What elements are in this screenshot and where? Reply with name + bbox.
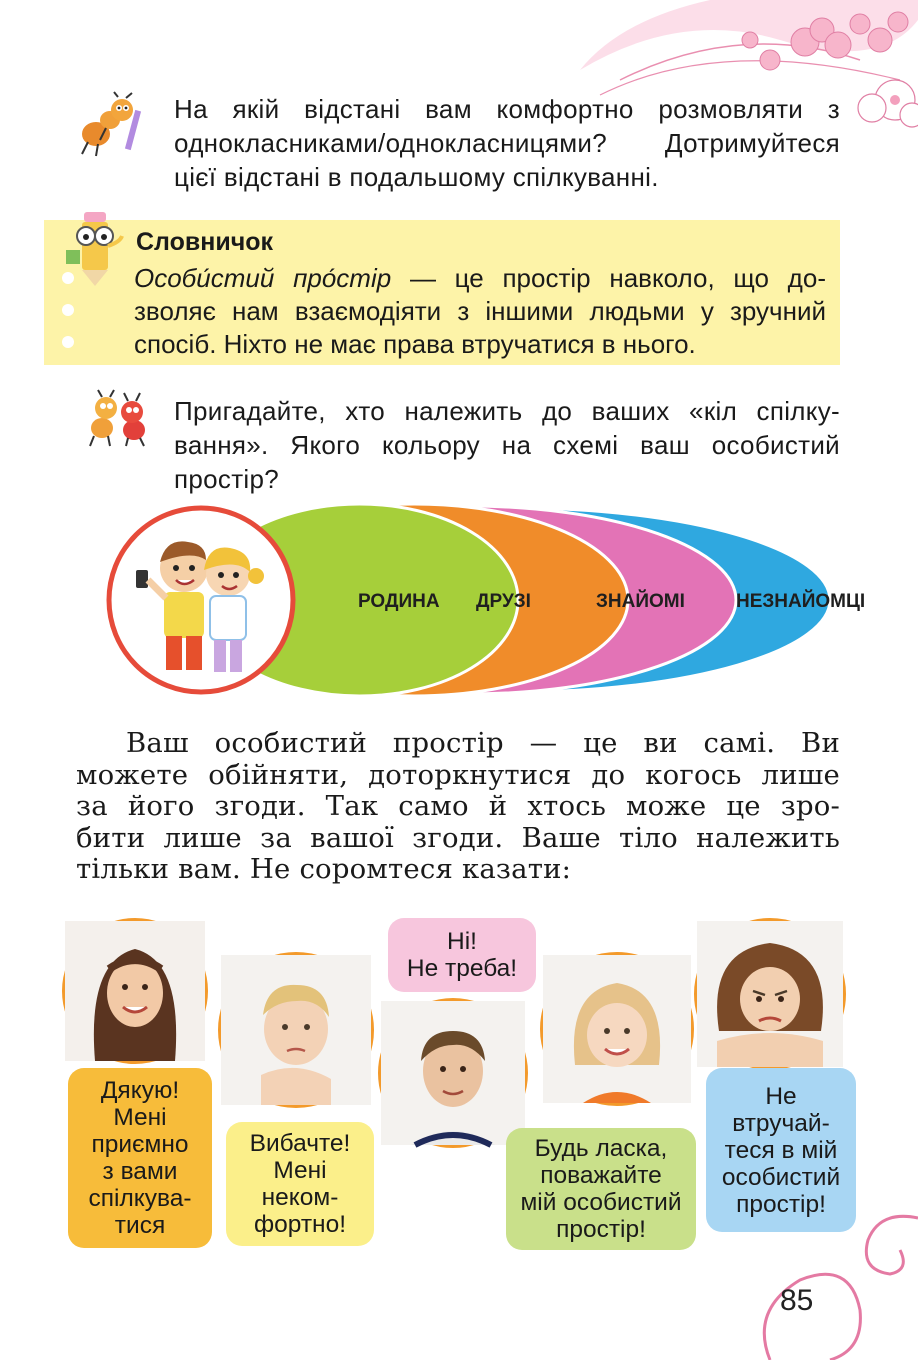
task1-line-3: цієї відстані в подальшому спілкуванні. bbox=[174, 162, 659, 192]
ring-label: РОДИНА bbox=[358, 591, 440, 612]
ring-label: НЕЗНАЙОМЦІ bbox=[736, 591, 866, 612]
task1-line-1: На якій відстані вам комфортно розмовляти з bbox=[174, 94, 840, 124]
pencil-character-icon bbox=[62, 206, 128, 286]
phrase-bubble-do-not-intrude: Не втручай- теся в мій особистий простір! bbox=[706, 1068, 856, 1232]
boy-photo bbox=[378, 998, 528, 1148]
pink-swirl-decoration bbox=[740, 1210, 918, 1360]
task2-text bbox=[174, 394, 840, 496]
uncomfortable-boy-photo bbox=[218, 952, 374, 1108]
glossary-line-3: спосіб. Ніхто не має права втручатися в нього. bbox=[134, 329, 696, 359]
frowning-girl-photo bbox=[694, 918, 846, 1070]
glossary-dot bbox=[62, 336, 74, 348]
ring-label: ДРУЗІ bbox=[476, 591, 531, 612]
children-selfie-icon bbox=[109, 508, 293, 692]
task2-line-3: простір? bbox=[174, 464, 280, 494]
glossary-term: Особи́стий про́стір bbox=[134, 263, 392, 293]
paragraph-line-3: за його згоди. Так само й хтось може це зро- bbox=[76, 790, 840, 822]
glossary-definition-start: — це простір навколо, що до- bbox=[409, 263, 826, 293]
paragraph-line-1: Ваш особистий простір — це ви самі. Ви bbox=[126, 727, 840, 759]
task1-text bbox=[174, 92, 840, 194]
task2-line-1: Пригадайте, хто належить до ваших «кіл спілку- bbox=[174, 396, 840, 426]
ring-label: ЗНАЙОМІ bbox=[596, 591, 685, 612]
smiling-girl-photo bbox=[62, 918, 208, 1064]
phrase-bubble-thank-you: Дякую! Мені приємно з вами спілкува- тися bbox=[68, 1068, 212, 1248]
glossary-line-2: зволяє нам взаємодіяти з іншими людьми у зручний bbox=[134, 296, 826, 326]
glossary-dot bbox=[62, 304, 74, 316]
phrase-bubble-no: Ні! Не треба! bbox=[388, 918, 536, 992]
glossary-body bbox=[134, 262, 826, 361]
phrase-bubble-sorry: Вибачте! Мені неком- фортно! bbox=[226, 1122, 374, 1246]
paragraph-line-4: бити лише за вашої згоди. Ваше тіло належить bbox=[76, 821, 840, 854]
page-number: 85 bbox=[780, 1284, 814, 1317]
rings-group bbox=[201, 504, 865, 696]
ant-with-pencil-icon bbox=[74, 94, 144, 158]
smiling-toddler-photo bbox=[540, 952, 694, 1106]
paragraph-line-5: тільки вам. Не соромтеся казати: bbox=[76, 853, 572, 885]
paragraph-line-2: можете обійняти, доторкнутися до когось лише bbox=[76, 758, 840, 791]
main-paragraph bbox=[76, 728, 840, 886]
task2-line-2: вання». Якого кольору на схемі ваш особистий bbox=[174, 430, 840, 460]
circles-of-communication-diagram bbox=[96, 500, 866, 700]
two-ants-icon bbox=[82, 388, 156, 448]
phrase-bubble-please: Будь ласка, поважайте мій особистий простір! bbox=[506, 1128, 696, 1250]
glossary-line-1 bbox=[134, 262, 826, 295]
task1-line-2: однокласниками/однокласницями? Дотримуйтеся bbox=[174, 128, 840, 158]
glossary-title: Словничок bbox=[136, 228, 274, 256]
